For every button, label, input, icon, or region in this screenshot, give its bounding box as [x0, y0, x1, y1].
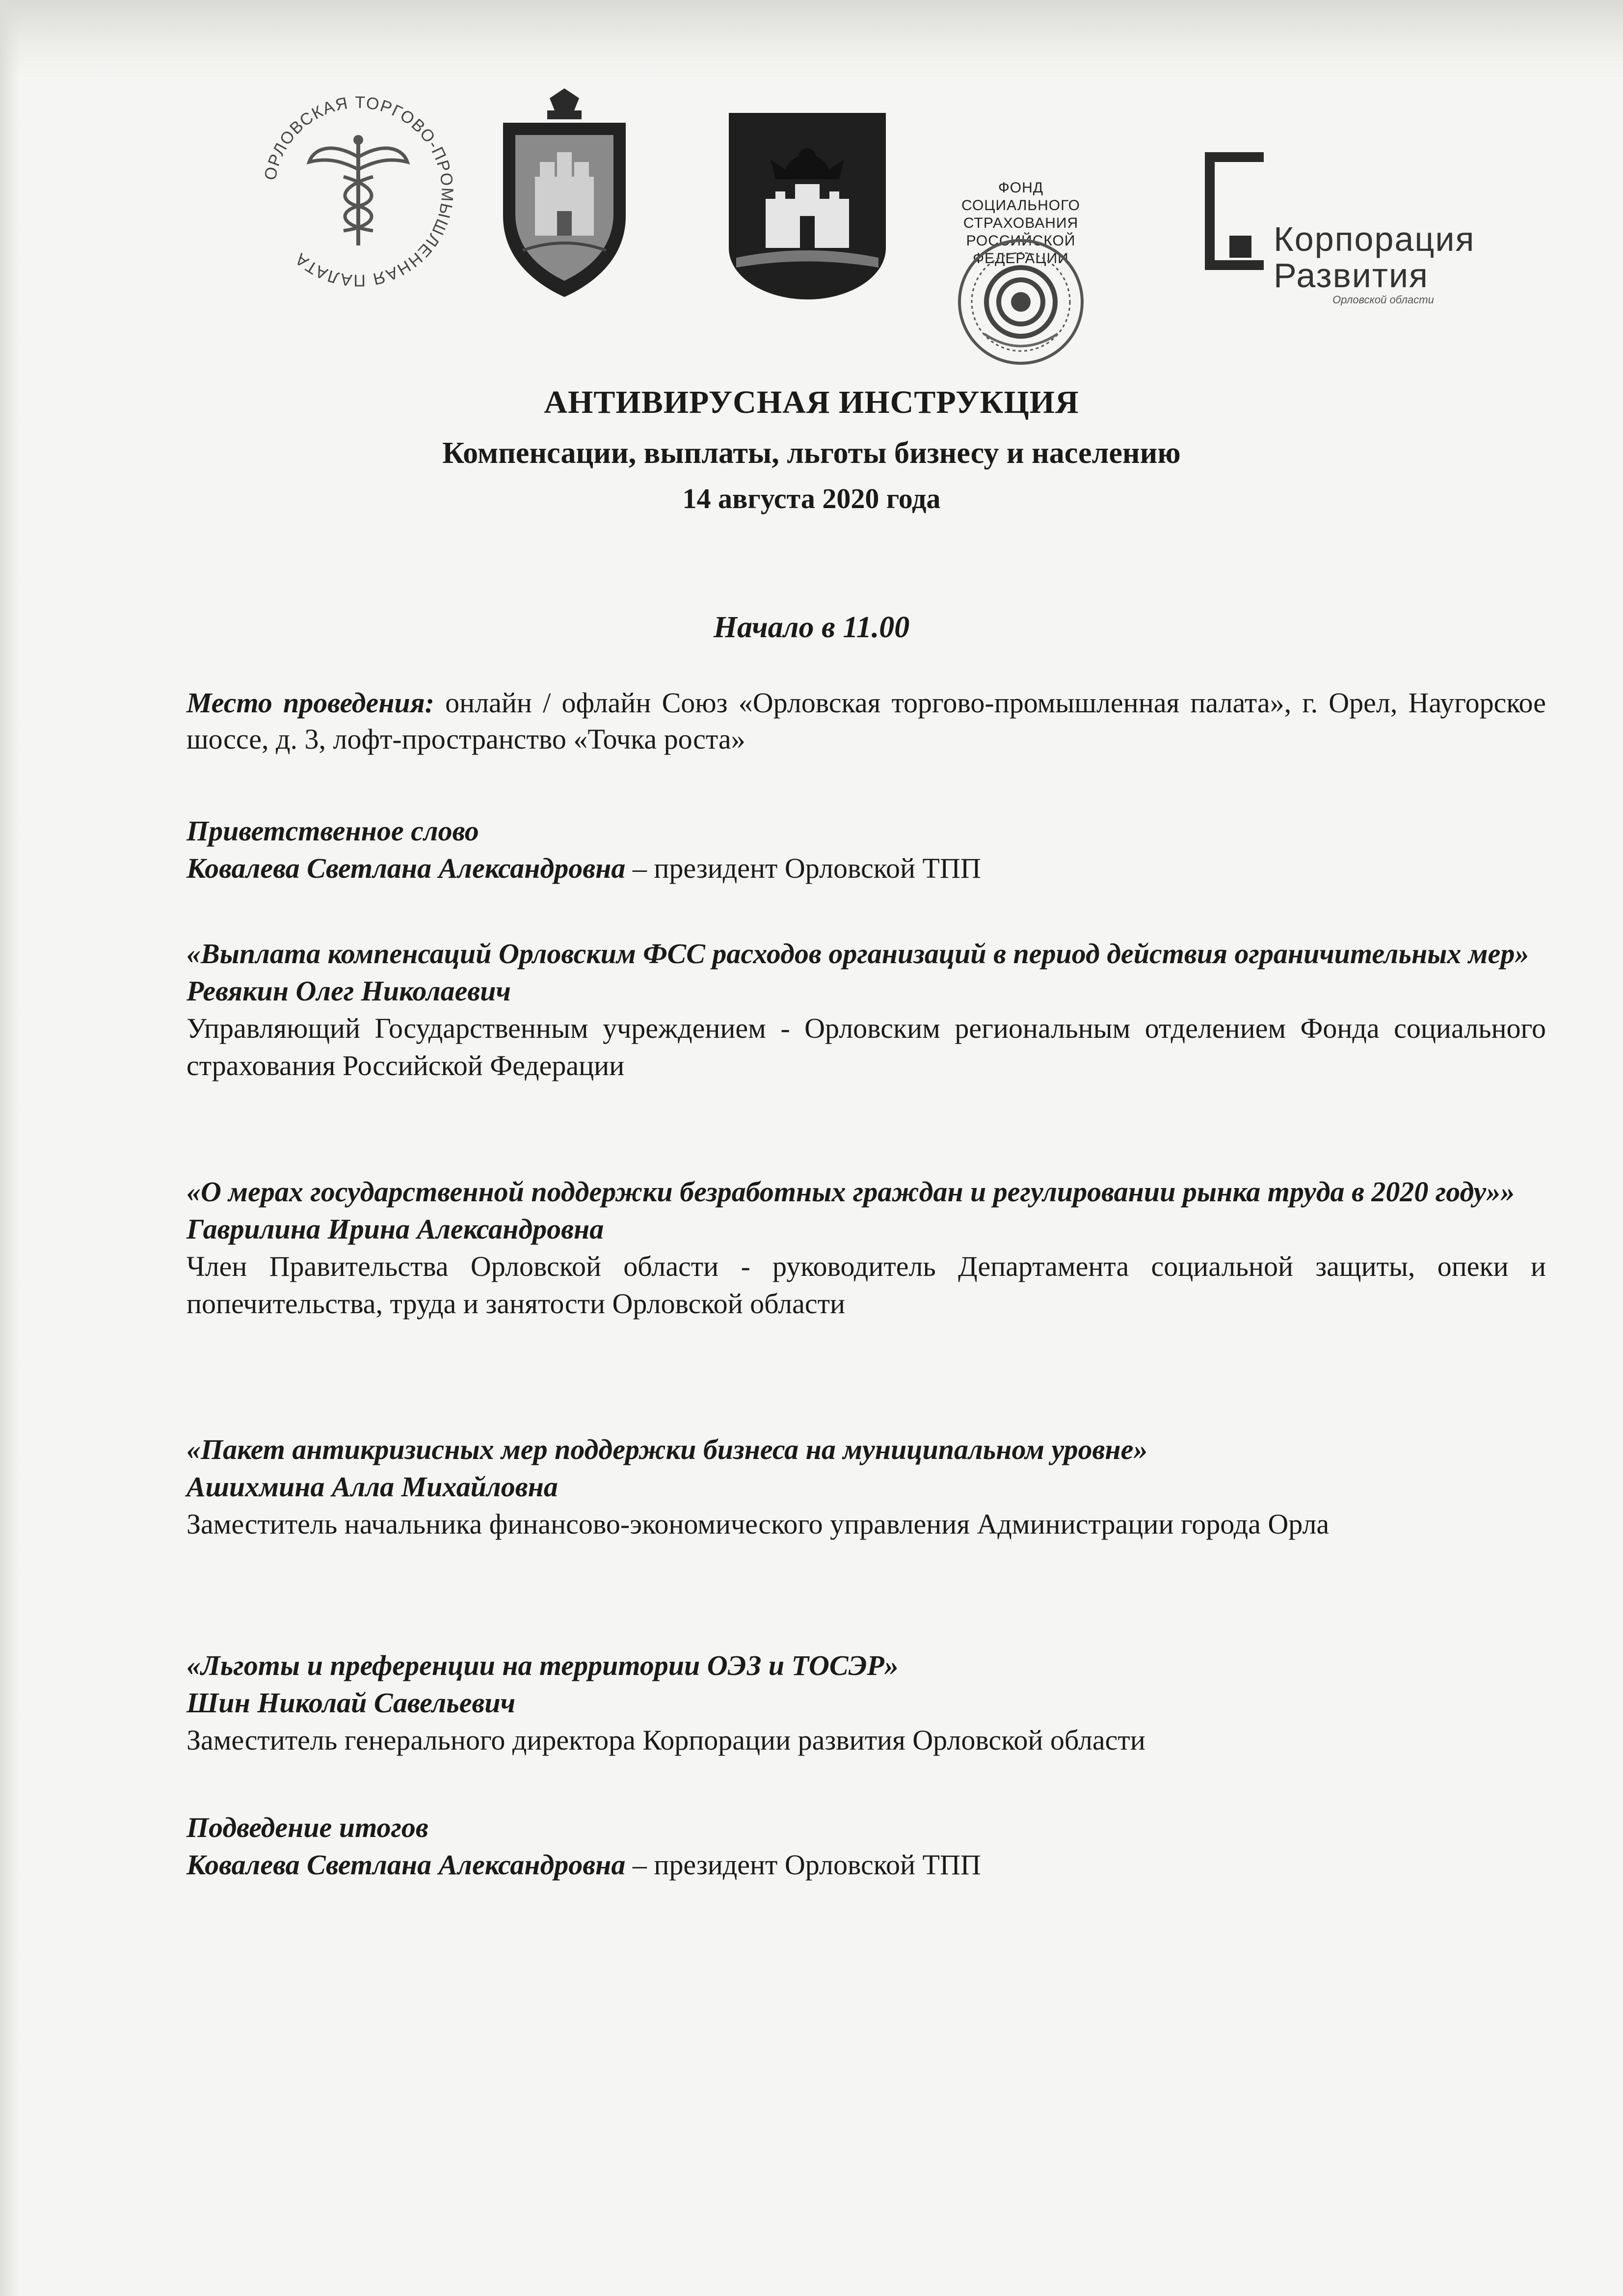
corp-line-1: Корпорация [1274, 220, 1475, 258]
agenda-speaker: Шин Николай Савельевич [186, 1687, 516, 1719]
agenda-item [186, 1173, 1546, 1323]
agenda-speaker: Ревякин Олег Николаевич [186, 975, 511, 1007]
agenda-item [186, 1809, 1546, 1884]
agenda-topic: «О мерах государственной поддержки безработных граждан и регулировании рынка труда в 2020 году»» [186, 1176, 1515, 1208]
fss-line-3: РОССИЙСКОЙ ФЕДЕРАЦИИ [966, 233, 1076, 267]
oryol-city-coat-of-arms-icon [726, 110, 888, 302]
corp-square-logo-icon [1200, 147, 1269, 270]
agenda-speaker: Ковалева Светлана Александровна [186, 1849, 626, 1881]
corp-logo [1200, 147, 1269, 270]
venue-paragraph [186, 685, 1546, 757]
agenda-topic: Приветственное слово [186, 815, 479, 847]
logo-row [0, 74, 1623, 329]
corp-line-2: Развития [1274, 256, 1429, 295]
document-title: АНТИВИРУСНАЯ ИНСТРУКЦИЯ [544, 384, 1079, 420]
agenda-topic: «Пакет антикризисных мер поддержки бизнеса на муниципальном уровне» [186, 1433, 1148, 1465]
fss-line-1: ФОНД [998, 180, 1044, 196]
oryol-oblast-coat-of-arms-icon [493, 88, 636, 299]
agenda-item [186, 935, 1546, 1084]
fss-emblem-icon [955, 236, 1087, 368]
oblast-coat-of-arms [493, 88, 636, 299]
tpp-ring-text: ОРЛОВСКАЯ ТОРГОВО-ПРОМЫШЛЕННАЯ ПАЛАТА [261, 93, 457, 290]
agenda-role: Заместитель генерального директора Корпорации развития Орловской области [186, 1724, 1145, 1756]
agenda-item [186, 1431, 1546, 1543]
document-subtitle: Компенсации, выплаты, льготы бизнесу и населению [442, 436, 1181, 470]
agenda-role: – президент Орловской ТПП [625, 1849, 981, 1881]
agenda-role: – президент Орловской ТПП [625, 852, 981, 884]
agenda-item [186, 1647, 1546, 1759]
agenda-topic: «Выплата компенсаций Орловским ФСС расходов организаций в период действия ограничительных мер» [186, 938, 1529, 970]
caduceus-icon [255, 88, 461, 295]
agenda-item [186, 812, 1546, 887]
corp-line-3: Орловской области [1332, 294, 1434, 306]
corp-logo-text [1274, 221, 1475, 306]
agenda-speaker: Ковалева Светлана Александровна [186, 852, 626, 884]
tpp-logo [255, 88, 461, 295]
document-date: 14 августа 2020 года [682, 483, 941, 514]
fss-emblem [955, 236, 1087, 368]
city-coat-of-arms [726, 110, 888, 302]
fss-line-2: СОЦИАЛЬНОГО СТРАХОВАНИЯ [961, 197, 1081, 231]
venue-text: онлайн / офлайн Союз «Орловская торгово-промышленная палата», г. Орел, Наугорское шоссе, д. 3, лофт-пространство «Точка роста» [186, 687, 1546, 755]
agenda-role: Заместитель начальника финансово-экономического управления Администрации города Орла [186, 1508, 1330, 1540]
start-time: Начало в 11.00 [713, 611, 910, 644]
scan-fold-shadow [0, 0, 1623, 79]
agenda-role: Управляющий Государственным учреждением - Орловским региональным отделением Фонда социального страхования Российской Федерации [186, 1012, 1546, 1081]
agenda-topic: Подведение итогов [186, 1811, 428, 1843]
agenda-topic: «Льготы и преференции на территории ОЭЗ и ТОСЭР» [186, 1649, 899, 1681]
agenda-speaker: Ашихмина Алла Михайловна [186, 1471, 558, 1503]
venue-label: Место проведения: [186, 687, 434, 719]
agenda-speaker: Гаврилина Ирина Александровна [186, 1213, 604, 1245]
scan-edge-shadow [0, 0, 20, 2296]
agenda-role: Член Правительства Орловской области - руководитель Департамента социальной защиты, опеки и попечительства, труда и занятости Орловской области [186, 1250, 1546, 1320]
